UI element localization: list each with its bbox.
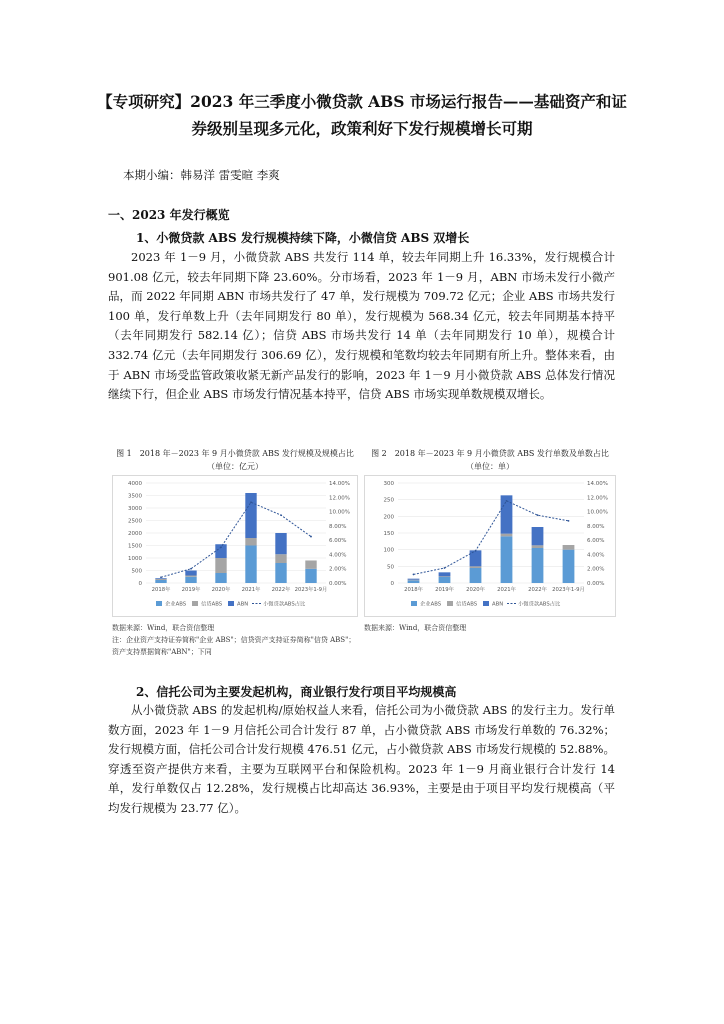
y2-tick-label: 14.00%	[587, 481, 608, 487]
section-heading-1: 一、2023 年发行概览	[108, 208, 230, 222]
y-tick-label: 1500	[128, 543, 142, 550]
y2-tick-label: 0.00%	[329, 581, 347, 587]
line-point	[506, 500, 508, 502]
x-tick-label: 2022年	[271, 587, 291, 593]
bar-企业ABS	[501, 536, 513, 583]
legend-swatch	[228, 601, 234, 606]
bar-ABN	[185, 571, 196, 576]
y-tick-label: 200	[383, 514, 394, 521]
bar-ABN	[215, 544, 226, 558]
y-tick-label: 3000	[128, 506, 142, 512]
legend-swatch	[411, 601, 417, 606]
y2-tick-label: 12.00%	[329, 495, 350, 502]
y-tick-label: 1000	[128, 556, 142, 562]
y2-tick-label: 4.00%	[329, 552, 347, 559]
editors-line: 本期小编：韩易洋 雷雯暄 李爽	[123, 168, 280, 182]
line-point	[310, 536, 312, 538]
bar-信贷ABS	[439, 576, 451, 577]
legend-label: ABN	[492, 601, 504, 608]
bar-信贷ABS	[305, 560, 316, 568]
x-tick-label: 2020年	[466, 587, 485, 593]
y-tick-label: 50	[387, 564, 394, 571]
bar-信贷ABS	[275, 554, 286, 563]
bar-信贷ABS	[155, 579, 166, 580]
x-tick-label: 2018年	[151, 587, 171, 593]
bar-企业ABS	[275, 563, 286, 583]
y2-tick-label: 0.00%	[587, 581, 605, 587]
y2-tick-label: 2.00%	[329, 566, 347, 573]
line-point	[220, 546, 222, 548]
legend-swatch	[156, 601, 162, 606]
bar-信贷ABS	[470, 566, 482, 568]
bar-企业ABS	[439, 577, 451, 583]
bar-ABN	[245, 493, 256, 538]
legend-swatch	[192, 601, 198, 606]
legend-label: 信贷ABS	[456, 601, 478, 608]
y-tick-label: 4000	[128, 481, 142, 487]
y2-tick-label: 6.00%	[329, 538, 347, 545]
bar-企业ABS	[470, 568, 482, 583]
chart-2-svg	[364, 475, 616, 617]
bar-企业ABS	[245, 546, 256, 584]
bar-信贷ABS	[408, 580, 420, 581]
line-point	[160, 576, 162, 578]
y2-tick-label: 8.00%	[329, 523, 347, 530]
y2-tick-label: 12.00%	[587, 495, 608, 502]
y-tick-label: 2000	[128, 531, 142, 537]
figure-1-chart	[112, 475, 358, 617]
y-tick-label: 100	[383, 547, 394, 554]
x-tick-label: 2021年	[241, 587, 261, 593]
bar-ABN	[408, 579, 420, 580]
figure-2-caption: 图 2 2018 年－2023 年 9 月小微贷款 ABS 发行单数及单数占比（单位：单）	[371, 449, 609, 471]
y-tick-label: 2500	[128, 518, 142, 525]
line-point	[250, 501, 252, 503]
bar-企业ABS	[563, 550, 575, 583]
line-point	[444, 567, 446, 569]
paragraph-1: 2023 年 1－9 月，小微贷款 ABS 共发行 114 单，较去年同期上升 16.33%，发行规模合计 901.08 亿元，较去年同期下降 23.60%。分市场看，2023 年 1－9 月，ABN 市场未发行小微产品，而 2022 年同期 ABN 市场共发行了 47 单，发行规模为 709.72 亿元；企业 ABS 市场共发行 100 单，发行单数上升（去年同期发行 80 单），发行规模为 568.34 亿元，较去年同期基本持平（去年同期发行 582.14 亿）；信贷 ABS 市场共发行 14 单（去年同期发行 10 单），规模合计 332.74 亿元（去年同期发行 306.69 亿），发行规模和笔数均较去年同期有所上升。整体来看，由于 ABN 市场受监管政策收紧无新产品发行的影响，2023 年 1－9 月小微贷款 ABS 总体发行情况继续下行，但企业 ABS 市场发行情况基本持平，信贷 ABS 市场实现单数规模双增长。	[108, 250, 615, 402]
subsection-heading-1: 1、小微贷款 ABS 发行规模持续下降，小微信贷 ABS 双增长	[136, 231, 470, 245]
y2-tick-label: 10.00%	[329, 509, 350, 516]
x-tick-label: 2022年	[528, 587, 547, 593]
bar-企业ABS	[305, 569, 316, 583]
bar-ABN	[275, 533, 286, 554]
legend-label: 企业ABS	[420, 601, 442, 608]
bar-企业ABS	[155, 580, 166, 583]
y-tick-label: 3500	[128, 493, 142, 500]
line-point	[190, 568, 192, 570]
x-tick-label: 2018年	[404, 587, 423, 593]
figure-1-source	[112, 622, 360, 658]
bar-ABN	[439, 572, 451, 576]
y2-tick-label: 6.00%	[587, 538, 605, 545]
legend-label: 小微贷款ABS占比	[518, 601, 561, 608]
y2-tick-label: 10.00%	[587, 509, 608, 516]
bar-企业ABS	[408, 580, 420, 583]
bar-企业ABS	[532, 548, 544, 583]
line-point	[413, 574, 415, 576]
figure-2-chart	[364, 475, 616, 617]
bar-信贷ABS	[215, 558, 226, 573]
figure-1-caption: 图 1 2018 年－2023 年 9 月小微贷款 ABS 发行规模及规模占比（单位：亿元）	[116, 449, 354, 471]
subsection-heading-2: 2、信托公司为主要发起机构，商业银行发行项目平均规模高	[136, 685, 457, 699]
y-tick-label: 0	[138, 581, 142, 587]
line-point	[568, 520, 570, 522]
chart-frame	[365, 476, 616, 617]
bar-ABN	[470, 550, 482, 566]
legend-swatch	[447, 601, 453, 606]
legend-label: 小微贷款ABS占比	[263, 601, 306, 608]
legend-swatch	[483, 601, 489, 606]
page-title: 【专项研究】2023 年三季度小微贷款 ABS 市场运行报告——基础资产和证券级别呈现多元化，政策利好下发行规模增长可期	[97, 92, 627, 138]
bar-信贷ABS	[245, 538, 256, 546]
legend-label: ABN	[237, 601, 249, 608]
bar-ABN	[155, 578, 166, 579]
bar-信贷ABS	[563, 545, 575, 550]
y2-tick-label: 8.00%	[587, 523, 605, 530]
x-tick-label: 2023年1-9月	[294, 587, 328, 593]
line-point	[537, 514, 539, 516]
figure-1-source-text: 数据来源：Wind，联合资信整理	[112, 624, 215, 632]
y-tick-label: 250	[383, 497, 394, 504]
y-tick-label: 500	[131, 568, 142, 575]
bar-信贷ABS	[185, 576, 196, 577]
chart-frame	[113, 476, 358, 617]
x-tick-label: 2020年	[211, 587, 231, 593]
x-tick-label: 2021年	[497, 587, 516, 593]
legend-label: 企业ABS	[165, 601, 187, 608]
y2-tick-label: 4.00%	[587, 552, 605, 559]
paragraph-2: 从小微贷款 ABS 的发起机构/原始权益人来看，信托公司为小微贷款 ABS 的发行主力。发行单数方面，2023 年 1－9 月信托公司合计发行 87 单，占小微贷款 ABS 市场发行单数的 76.32%；发行规模方面，信托公司合计发行规模 476.51 亿元，占小微贷款 ABS 市场发行规模的 52.88%。穿透至资产提供方来看，主要为互联网平台和保险机构。2023 年 1－9 月商业银行合计发行 14 单，发行单数仅占 12.28%，发行规模占比却高达 36.93%，主要是由于项目平均发行规模高（平均发行规模为 23.77 亿）。	[108, 703, 615, 815]
chart-1-svg	[112, 475, 358, 617]
y-tick-label: 300	[383, 481, 394, 487]
legend-label: 信贷ABS	[201, 601, 223, 608]
line-point	[280, 514, 282, 516]
y2-tick-label: 2.00%	[587, 566, 605, 573]
figure-1-note-text: 注：企业资产支持证券简称"企业 ABS"；信贷资产支持证券简称"信贷 ABS"；资产支持票据简称"ABN"；下同	[112, 636, 356, 656]
x-tick-label: 2023年1-9月	[552, 587, 585, 593]
y2-tick-label: 14.00%	[329, 481, 350, 487]
bar-ABN	[532, 527, 544, 545]
bar-信贷ABS	[501, 534, 513, 537]
line-point	[475, 550, 477, 552]
x-tick-label: 2019年	[435, 587, 454, 593]
x-tick-label: 2019年	[181, 587, 201, 593]
bar-企业ABS	[185, 577, 196, 583]
bar-信贷ABS	[532, 545, 544, 548]
y-tick-label: 150	[383, 531, 394, 537]
y-tick-label: 0	[390, 581, 394, 587]
bar-企业ABS	[215, 573, 226, 583]
figure-2-source: 数据来源：Wind，联合资信整理	[364, 624, 467, 632]
